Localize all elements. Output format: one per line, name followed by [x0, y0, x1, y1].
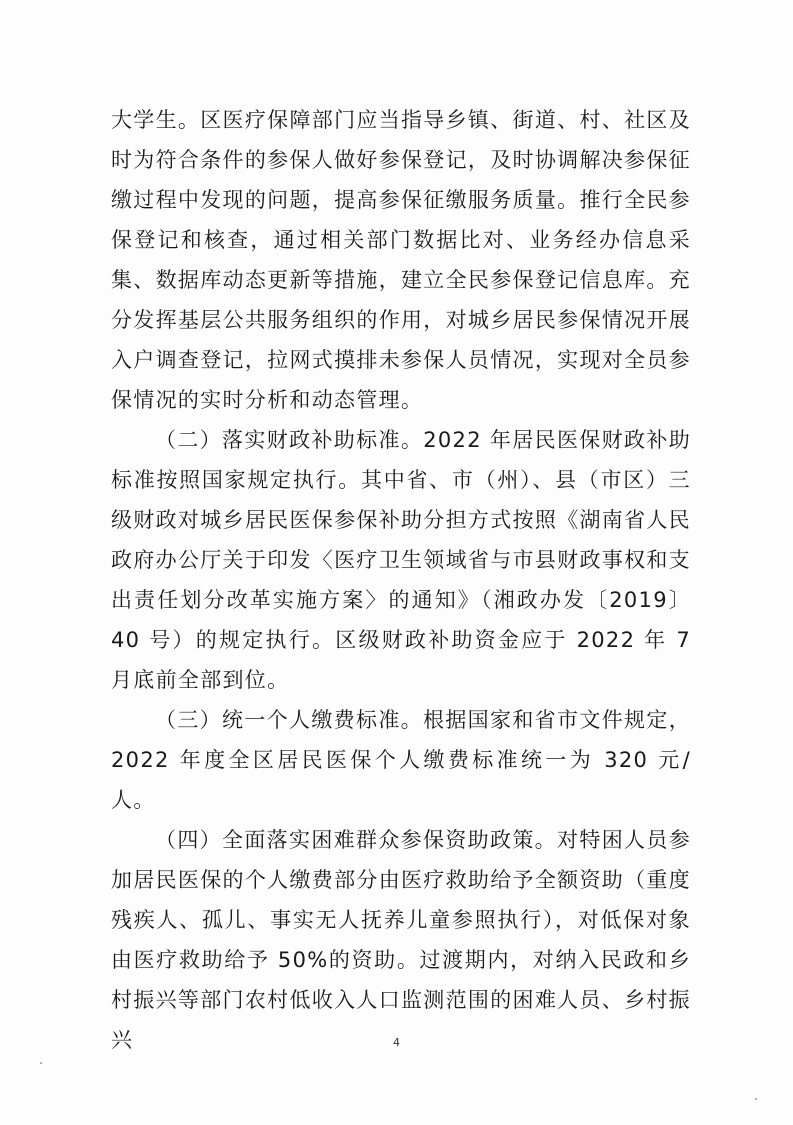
paragraph-section-2: （二）落实财政补助标准。2022 年居民医保财政补助标准按照国家规定执行。其中省、市（州）、县（市区）三级财政对城乡居民医保参保补助分担方式按照《湖南省人民政府办公厅关于印发〈医疗卫生领域省与市县财政事权和支出责任划分改革实施方案〉的通知》（湘政办发〔2019〕40 号）的规定执行。区级财政补助资金应于 2022 年 7 月底前全部到位。 [111, 428, 691, 692]
scan-speck [755, 1098, 757, 1100]
paragraph-section-4: （四）全面落实困难群众参保资助政策。对特困人员参加居民医保的个人缴费部分由医疗救助给予全额资助（重度残疾人、孤儿、事实无人抚养儿童参照执行），对低保对象由医疗救助给予 50%的资助。过渡期内，对纳入民政和乡村振兴等部门农村低收入人口监测范围的困难人员、乡村振兴 [111, 828, 691, 1052]
paragraph-continued: 大学生。区医疗保障部门应当指导乡镇、街道、村、社区及时为符合条件的参保人做好参保登记，及时协调解决参保征缴过程中发现的问题，提高参保征缴服务质量。推行全民参保登记和核查，通过相关部门数据比对、业务经办信息采集、数据库动态更新等措施，建立全民参保登记信息库。充分发挥基层公共服务组织的作用，对城乡居民参保情况开展入户调查登记，拉网式摸排未参保人员情况，实现对全员参保情况的实时分析和动态管理。 [111, 108, 691, 412]
scan-speck [40, 1062, 42, 1064]
document-body [111, 100, 691, 1060]
page-number: 4 [393, 1036, 400, 1049]
paragraph-section-3: （三）统一个人缴费标准。根据国家和省市文件规定，2022 年度全区居民医保个人缴费标准统一为 320 元/人。 [111, 708, 691, 812]
